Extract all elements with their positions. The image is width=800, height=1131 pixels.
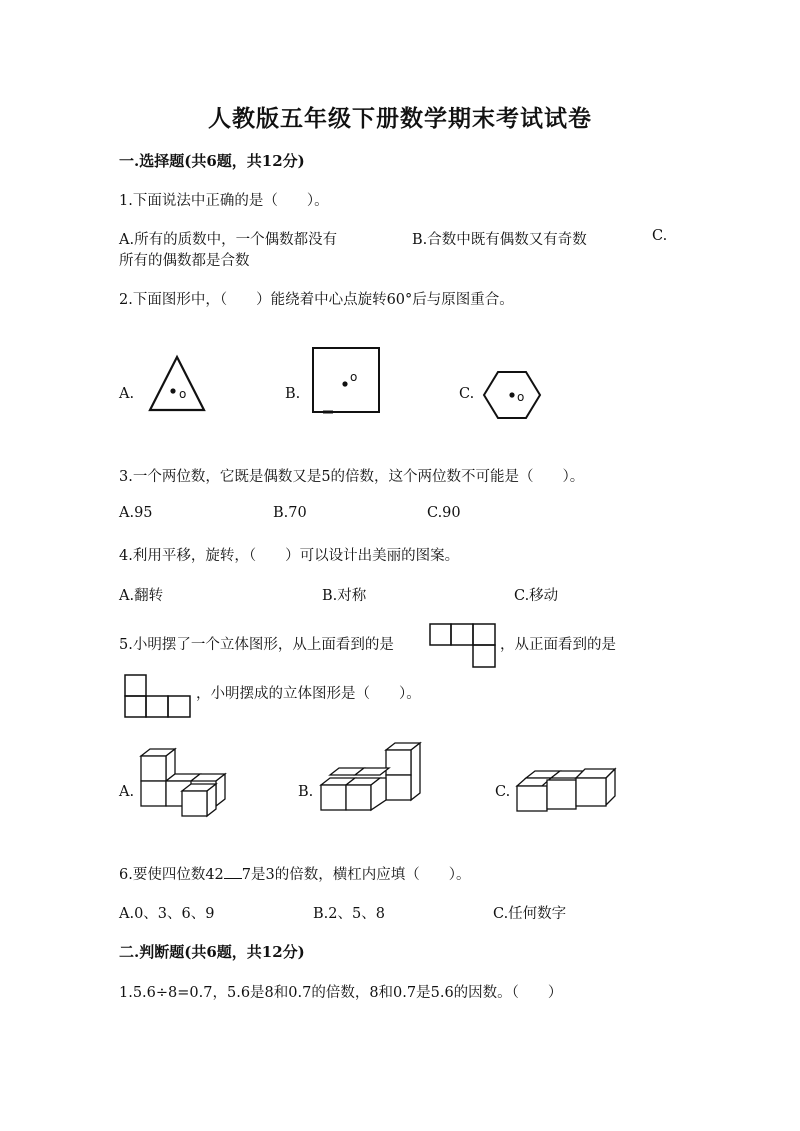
question-6-option-c[interactable]: C.任何数字 (493, 906, 567, 922)
cube-structure-a (138, 746, 230, 820)
question-2-option-b[interactable]: B. (285, 386, 301, 402)
question-4-stem: 4.利用平移，旋转，（ ）可以设计出美丽的图案。 (119, 548, 460, 564)
question-3-option-a[interactable]: A.95 (119, 505, 153, 521)
question-4-option-c[interactable]: C.移动 (514, 588, 559, 604)
center-mark-label: o (517, 390, 525, 404)
hexagon-figure (482, 369, 542, 421)
question-2-option-a[interactable]: A. (119, 386, 135, 402)
question-6-option-a[interactable]: A.0、3、6、9 (119, 906, 215, 922)
question-6-option-b[interactable]: B.2、5、8 (313, 906, 385, 922)
question-1-option-c[interactable]: C. (652, 228, 668, 244)
question-1-stem: 1.下面说法中正确的是（ ）。 (119, 193, 329, 209)
question-5-stem-part3: ，小明摆成的立体图形是（ ）。 (196, 686, 421, 702)
center-mark-label: o (179, 387, 187, 401)
cube-structure-c (514, 766, 620, 814)
question-3-option-b[interactable]: B.70 (273, 505, 307, 521)
question-5-option-a[interactable]: A. (119, 784, 135, 800)
question-5-stem-part2: ，从正面看到的是 (500, 637, 616, 653)
question-6-stem-part2: 7是3的倍数，横杠内应填（ ）。 (241, 867, 471, 883)
question-2-stem: 2.下面图形中，（ ）能绕着中心点旋转60°后与原图重合。 (119, 292, 514, 308)
top-view-figure (429, 623, 497, 669)
question-6-stem-part1: 6.要使四位数42 (119, 867, 224, 883)
fill-blank[interactable] (224, 866, 242, 879)
question-1-option-b[interactable]: B.合数中既有偶数又有奇数 (412, 232, 587, 248)
question-3-stem: 3.一个两位数，它既是偶数又是5的倍数，这个两位数不可能是（ ）。 (119, 469, 585, 485)
square-figure (311, 346, 381, 416)
cube-structure-b (318, 740, 424, 820)
triangle-figure (146, 354, 208, 414)
question-5-option-c[interactable]: C. (495, 784, 511, 800)
center-mark-label: o (350, 370, 358, 384)
section-heading-judge: 二.判断题(共6题，共12分) (119, 943, 305, 961)
question-1-option-a[interactable]: A.所有的质数中，一个偶数都没有 (119, 232, 338, 248)
judge-question-1-stem: 1.5.6÷8=0.7，5.6是8和0.7的倍数，8和0.7是5.6的因数。（ ） (119, 985, 563, 1001)
question-4-option-b[interactable]: B.对称 (322, 588, 367, 604)
question-1-option-c-text: 所有的偶数都是合数 (119, 253, 250, 269)
question-4-option-a[interactable]: A.翻转 (119, 588, 164, 604)
question-6-stem (119, 863, 471, 884)
question-2-option-c[interactable]: C. (459, 386, 475, 402)
section-heading-choice: 一.选择题(共6题，共12分) (119, 152, 305, 170)
question-5-option-b[interactable]: B. (298, 784, 314, 800)
page-title: 人教版五年级下册数学期末考试试卷 (208, 105, 592, 132)
question-5-stem-part1: 5.小明摆了一个立体图形，从上面看到的是 (119, 637, 394, 653)
front-view-figure (124, 674, 192, 720)
question-3-option-c[interactable]: C.90 (427, 505, 461, 521)
